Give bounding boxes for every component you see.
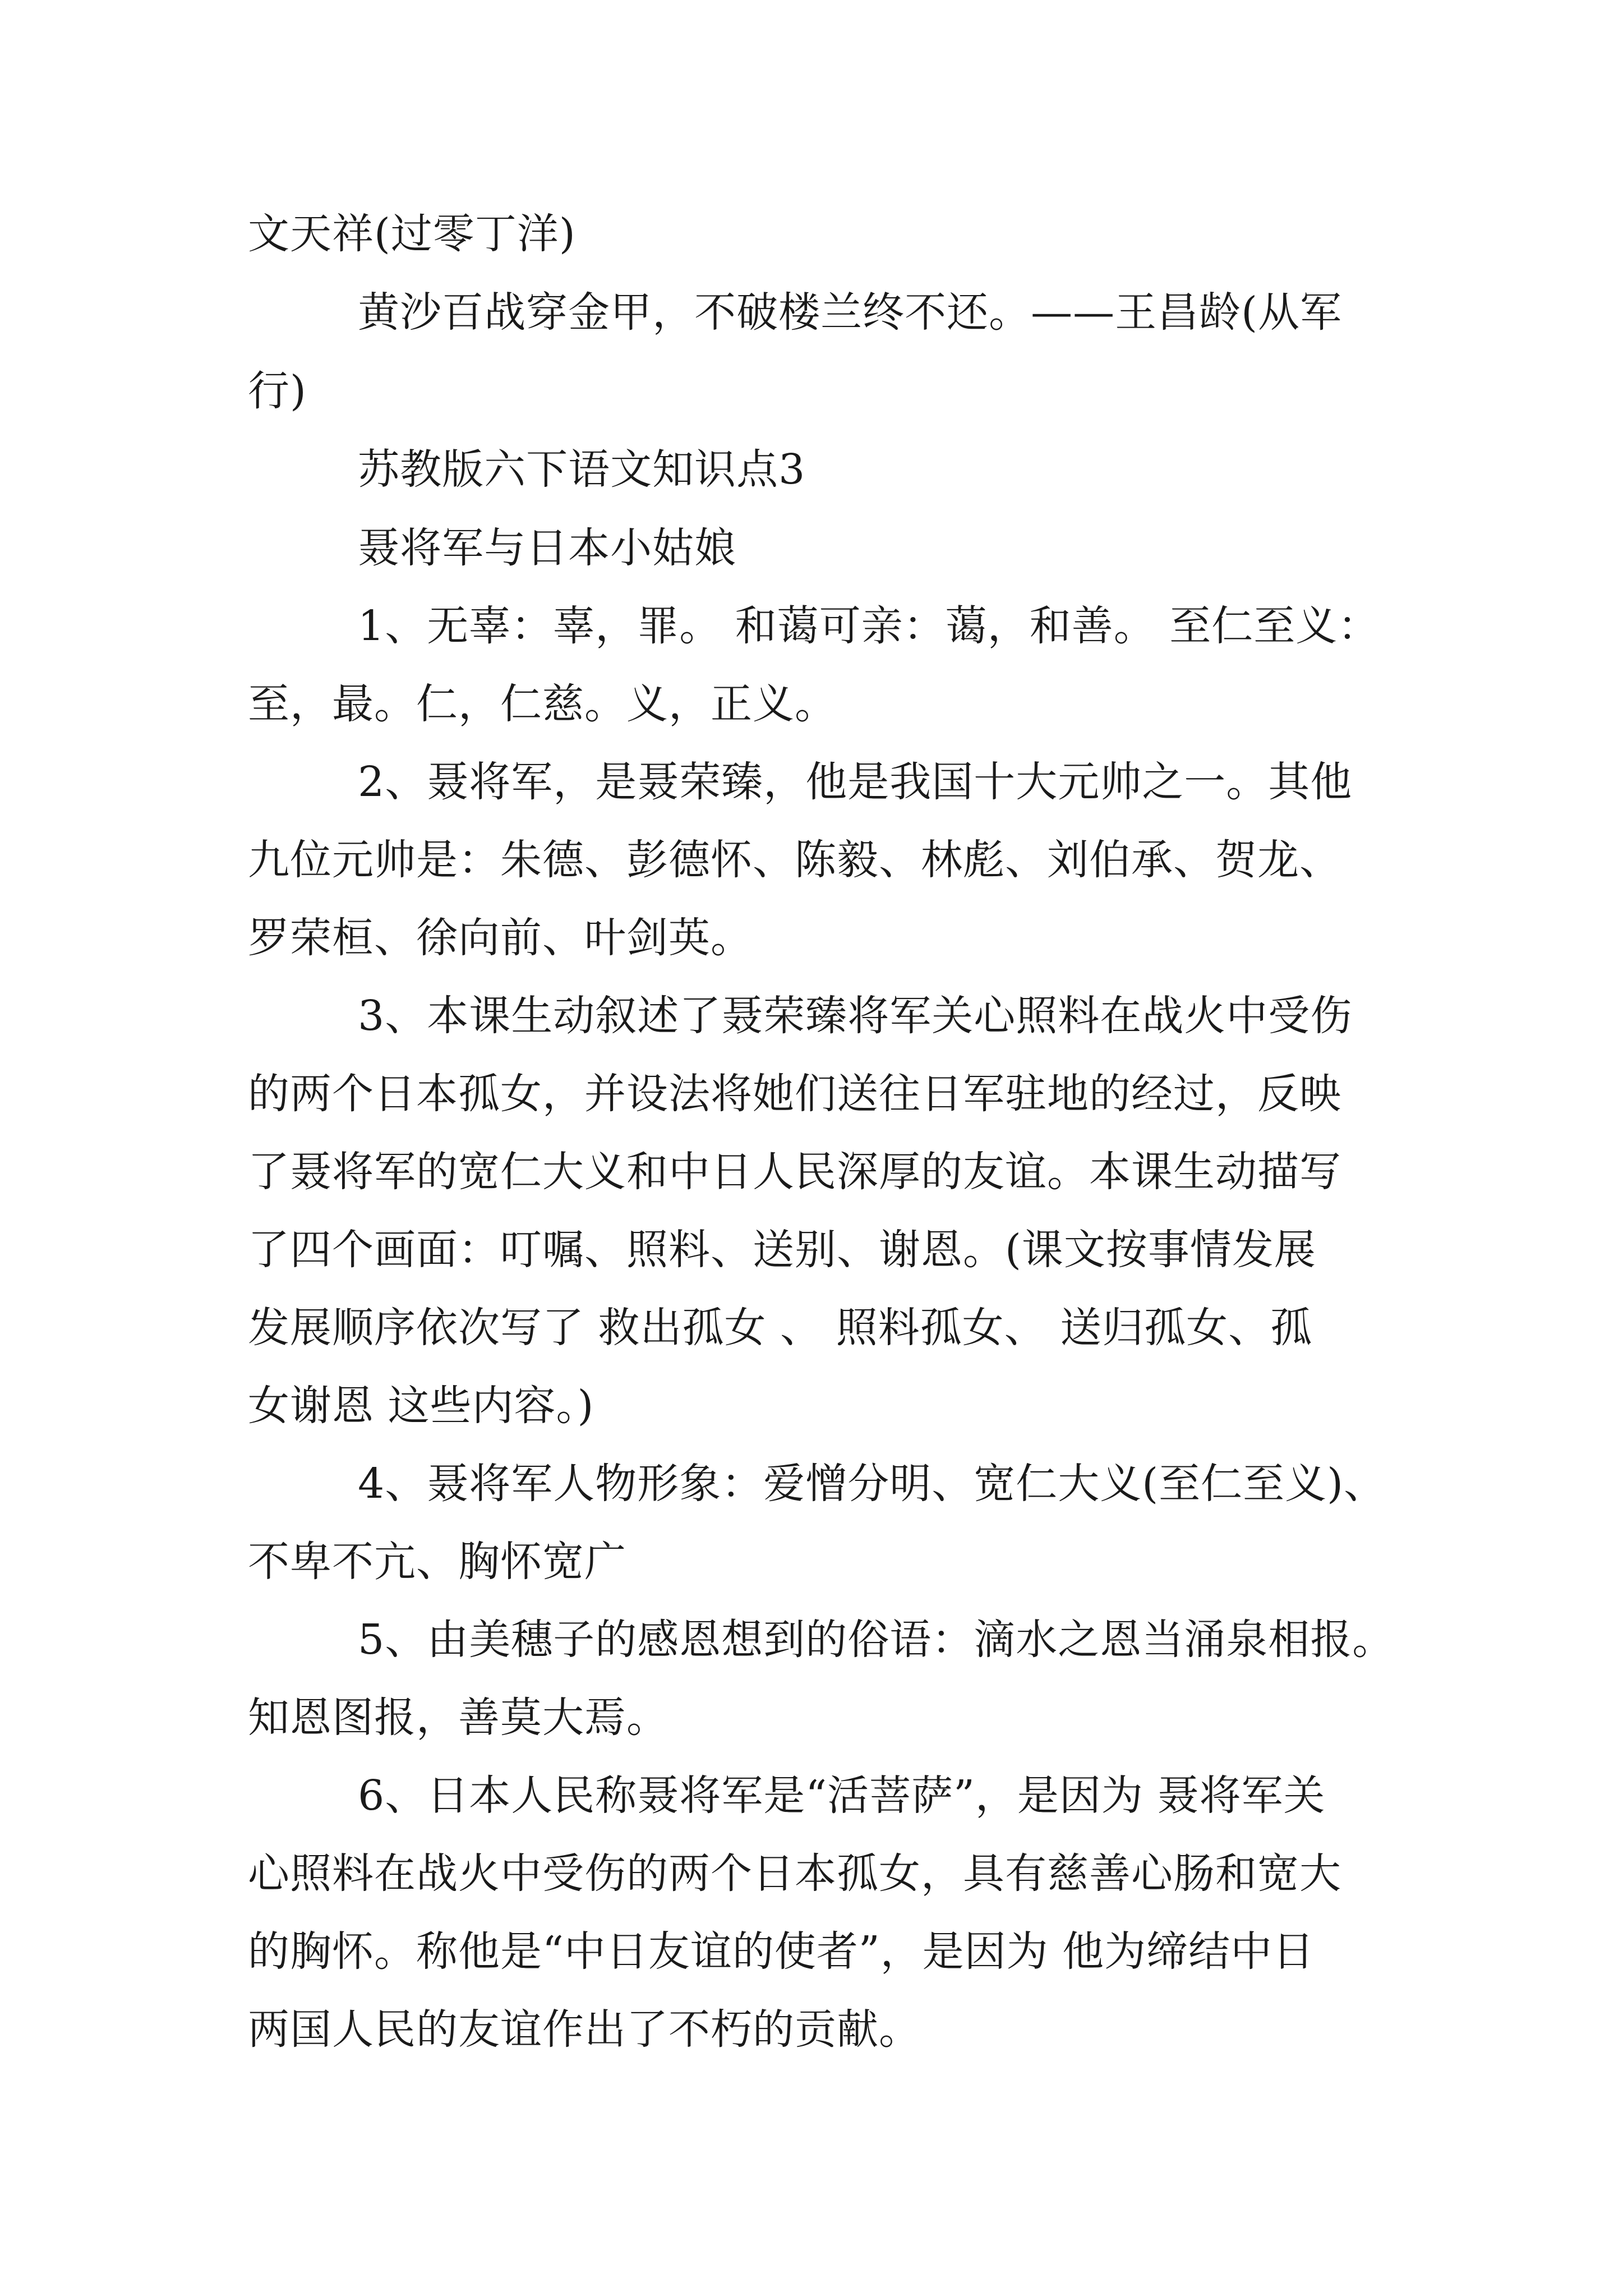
line-21: 6、日本人民称聂将军是“活菩萨”，是因为 聂将军关: [248, 1772, 1326, 1820]
line-4: 苏教版六下语文知识点3: [248, 445, 806, 494]
line-20: 知恩图报，善莫大焉。: [248, 1694, 668, 1742]
line-19: 5、由美穗子的感恩想到的俗语：滴水之恩当涌泉相报。: [248, 1616, 1395, 1664]
line-22: 心照料在战火中受伤的两个日本孤女，具有慈善心肠和宽大: [248, 1849, 1341, 1898]
line-13: 了聂将军的宽仁大义和中日人民深厚的友谊。本课生动描写: [248, 1148, 1341, 1196]
line-8: 2、聂将军，是聂荣臻，他是我国十大元帅之一。其他: [248, 758, 1353, 806]
line-9: 九位元帅是：朱德、彭德怀、陈毅、林彪、刘伯承、贺龙、: [248, 836, 1341, 884]
line-23: 的胸怀。称他是“中日友谊的使者”，是因为 他为缔结中日: [248, 1927, 1315, 1976]
line-14: 了四个画面：叮嘱、照料、送别、谢恩。(课文按事情发展: [248, 1226, 1316, 1274]
line-5: 聂将军与日本小姑娘: [248, 524, 737, 572]
line-18: 不卑不亢、胸怀宽广: [248, 1538, 626, 1586]
line-24: 两国人民的友谊作出了不朽的贡献。: [248, 2005, 921, 2054]
line-1: 文天祥(过零丁洋): [248, 210, 576, 258]
line-17: 4、聂将军人物形象：爱憎分明、宽仁大义(至仁至义)、: [248, 1460, 1386, 1508]
line-7: 至，最。仁，仁慈。义，正义。: [248, 680, 837, 728]
line-12: 的两个日本孤女，并设法将她们送往日军驻地的经过，反映: [248, 1070, 1341, 1118]
line-16: 女谢恩 这些内容。): [248, 1382, 594, 1430]
line-11: 3、本课生动叙述了聂荣臻将军关心照料在战火中受伤: [248, 992, 1353, 1040]
line-6: 1、无辜：辜，罪。 和蔼可亲：蔼，和善。 至仁至义：: [248, 602, 1380, 650]
line-10: 罗荣桓、徐向前、叶剑英。: [248, 914, 753, 962]
line-3: 行): [248, 367, 307, 415]
line-15: 发展顺序依次写了 救出孤女 、 照料孤女、 送归孤女、孤: [248, 1304, 1313, 1352]
line-2: 黄沙百战穿金甲，不破楼兰终不还。——王昌龄(从军: [248, 288, 1343, 337]
